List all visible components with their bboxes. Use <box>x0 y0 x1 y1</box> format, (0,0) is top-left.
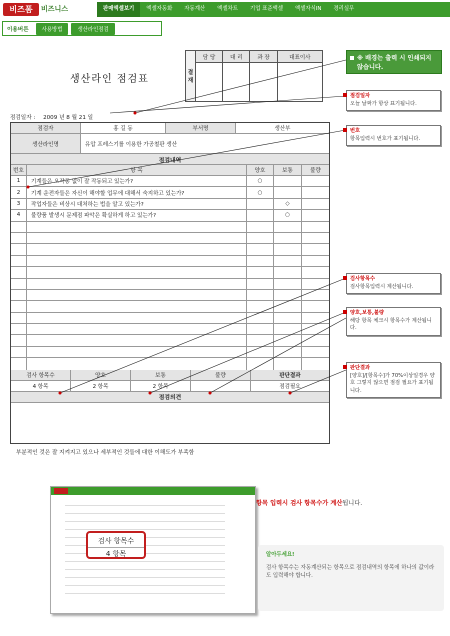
nav-item-excel-automation[interactable]: 엑셀자동화 <box>146 6 173 12</box>
col-normal-header: 보통 <box>274 165 302 175</box>
nav-item-excel-in[interactable]: 엑셀자식IN <box>294 6 322 12</box>
table-row[interactable] <box>11 358 329 369</box>
item-bad-cell[interactable] <box>302 301 329 311</box>
item-normal-cell[interactable]: ◇ <box>274 199 302 209</box>
note-marker-icon <box>343 365 347 369</box>
table-row[interactable] <box>11 267 329 278</box>
item-good-cell[interactable]: ○ <box>247 176 274 186</box>
note-body: 검사항목입력시 계산됩니다. <box>350 283 414 290</box>
item-good-cell[interactable] <box>247 335 274 345</box>
summary-count-value: 4 항목 <box>11 381 71 391</box>
col-item-header: 항 목 <box>27 165 247 175</box>
table-row[interactable] <box>11 347 329 358</box>
table-row[interactable] <box>11 244 329 255</box>
opinion-section-header: 점검의견 <box>11 392 329 403</box>
item-good-cell[interactable] <box>247 210 274 220</box>
zoom-value: 4 항목 <box>105 550 127 558</box>
item-text-cell[interactable] <box>27 267 247 277</box>
approval-sign-ceo[interactable] <box>277 63 322 102</box>
summary-result-value: 점검필요 <box>279 383 301 390</box>
bizform-logo[interactable]: 비즈폼 <box>3 3 39 16</box>
date-value[interactable]: 2009 년 8 월 21 일 <box>43 115 94 121</box>
bottom-emphasis <box>256 500 362 507</box>
print-note-text: ※ 배경는 출력 시 인쇄되지 않습니다. <box>357 55 432 71</box>
item-normal-cell[interactable] <box>274 290 302 300</box>
item-no-cell[interactable]: 3 <box>11 199 27 209</box>
table-row[interactable] <box>11 335 329 346</box>
item-no-cell[interactable] <box>11 335 27 345</box>
how-to-use-button[interactable]: 사용방법 <box>36 23 69 35</box>
table-row[interactable] <box>11 324 329 335</box>
item-good-cell[interactable] <box>247 199 274 209</box>
note-body: 항목입력시 번호가 표기됩니다. <box>350 135 421 142</box>
item-normal-cell[interactable] <box>274 244 302 254</box>
note-inspection-date <box>346 90 441 111</box>
bottom-emph-text: 항목 입력시 검사 항목수가 계산 <box>256 500 343 507</box>
item-good-cell[interactable] <box>247 347 274 357</box>
opinion-text[interactable]: 부분적인 것은 잘 지켜지고 있으나 세부적인 것들에 대한 이해도가 부족함 <box>16 450 195 456</box>
item-normal-cell[interactable] <box>274 267 302 277</box>
item-text-cell[interactable]: 기계 운전자들은 자신이 해야할 업무에 대해서 숙지하고 있는가? <box>27 187 247 197</box>
zoom-item-count <box>86 531 146 559</box>
item-text-cell[interactable]: 기계들은 오작동 없이 잘 작동되고 있는가? <box>27 176 247 186</box>
nav-item-excel-chart[interactable]: 엑셀차트 <box>217 6 238 12</box>
item-bad-cell[interactable] <box>302 176 329 186</box>
approval-sign-staff[interactable] <box>196 63 223 102</box>
summary-bad-value <box>191 381 251 391</box>
print-note-callout <box>346 50 442 74</box>
note-bullet-icon <box>350 56 354 60</box>
item-normal-cell[interactable] <box>274 233 302 243</box>
item-good-cell[interactable] <box>247 279 274 289</box>
item-normal-cell[interactable] <box>274 358 302 369</box>
item-good-cell[interactable] <box>247 290 274 300</box>
summary-normal-header: 보통 <box>131 370 191 380</box>
approval-header-staff: 담 당 <box>196 51 223 63</box>
item-bad-cell[interactable] <box>302 313 329 323</box>
item-bad-cell[interactable] <box>302 256 329 266</box>
summary-result-header: 판단결과 <box>251 370 329 380</box>
note-title: 판단결과 <box>350 365 371 371</box>
item-no-cell[interactable] <box>11 347 27 357</box>
summary-good-value: 2 항목 <box>71 381 131 391</box>
approval-box <box>185 50 323 102</box>
item-good-cell[interactable] <box>247 233 274 243</box>
approval-sign-assistant-manager[interactable] <box>223 63 250 102</box>
item-bad-cell[interactable] <box>302 335 329 345</box>
item-no-cell[interactable]: 1 <box>11 176 27 186</box>
approval-header-ceo: 대표이사 <box>277 51 322 63</box>
approval-header-manager: 과 장 <box>250 51 277 63</box>
note-title: 검사항목수 <box>350 276 376 282</box>
tip-box <box>258 545 444 611</box>
item-no-cell[interactable] <box>11 267 27 277</box>
note-marker-icon <box>343 128 347 132</box>
action-bar <box>2 21 162 36</box>
table-row[interactable] <box>11 279 329 290</box>
tip-title: 알아두세요! <box>266 552 295 558</box>
item-bad-cell[interactable] <box>302 347 329 357</box>
item-good-cell[interactable] <box>247 267 274 277</box>
note-title: 양호,보통,불량 <box>350 310 385 316</box>
item-normal-cell[interactable] <box>274 256 302 266</box>
summary-count-header: 검사 항목수 <box>11 370 71 380</box>
summary-good-header: 양호 <box>71 370 131 380</box>
item-text-cell[interactable] <box>27 290 247 300</box>
note-marker-icon <box>343 310 347 314</box>
table-row[interactable] <box>11 301 329 312</box>
document-title: 생산라인 점검표 <box>70 74 149 85</box>
inspection-date <box>10 113 93 121</box>
item-good-cell[interactable] <box>247 301 274 311</box>
item-no-cell[interactable] <box>11 290 27 300</box>
inspector-field[interactable]: 홍 길 동 <box>81 123 166 133</box>
item-bad-cell[interactable] <box>302 267 329 277</box>
item-bad-cell[interactable] <box>302 222 329 232</box>
table-row[interactable] <box>11 256 329 267</box>
item-normal-cell[interactable] <box>274 347 302 357</box>
item-no-cell[interactable] <box>11 256 27 266</box>
item-normal-cell[interactable] <box>274 222 302 232</box>
line-name-field[interactable]: 유압 프레스기를 이용한 가공철판 생산 <box>85 141 178 148</box>
item-good-cell[interactable] <box>247 256 274 266</box>
items-section-header: 점검내역 <box>11 154 329 165</box>
item-text-cell[interactable]: 불량품 발생시 문제점 파악은 확실하게 하고 있는가? <box>27 210 247 220</box>
item-text-cell[interactable] <box>27 256 247 266</box>
col-bad-header: 불량 <box>302 165 329 175</box>
item-bad-cell[interactable] <box>302 244 329 254</box>
item-normal-cell[interactable] <box>274 279 302 289</box>
table-row[interactable] <box>11 210 329 221</box>
item-good-cell[interactable]: ○ <box>247 187 274 197</box>
dept-field[interactable]: 생산부 <box>274 126 291 132</box>
item-normal-cell[interactable] <box>274 335 302 345</box>
inspection-form <box>10 122 330 444</box>
item-no-cell[interactable]: 2 <box>11 187 27 197</box>
item-text-cell[interactable] <box>27 324 247 334</box>
item-normal-cell[interactable] <box>274 301 302 311</box>
opinion-field[interactable] <box>11 403 329 443</box>
item-normal-cell[interactable] <box>274 176 302 186</box>
item-normal-cell[interactable] <box>274 313 302 323</box>
dept-label: 부서명 <box>166 123 236 133</box>
item-bad-cell[interactable] <box>302 324 329 334</box>
main-nav <box>97 2 450 17</box>
item-text-cell[interactable] <box>27 279 247 289</box>
note-rating-counts <box>346 307 441 336</box>
item-bad-cell[interactable] <box>302 187 329 197</box>
note-marker-icon <box>343 276 347 280</box>
nav-item-sales-excel[interactable]: 판매액셀보기 <box>97 2 140 17</box>
example-nav-bar <box>51 487 255 495</box>
note-number <box>346 125 441 146</box>
item-no-cell[interactable] <box>11 313 27 323</box>
item-no-cell[interactable] <box>11 233 27 243</box>
nav-item-standard-excel[interactable]: 기업 표준액셀 <box>249 6 283 12</box>
item-text-cell[interactable] <box>27 347 247 357</box>
date-label: 점검일자 : <box>10 115 36 121</box>
bottom-explanation <box>256 498 446 507</box>
inspector-label: 점검자 <box>11 123 81 133</box>
item-normal-cell[interactable]: ○ <box>274 210 302 220</box>
business-logo[interactable]: 비즈니스 <box>41 5 69 13</box>
item-text-cell[interactable]: 작업자들은 비상시 대처하는 법을 알고 있는가? <box>27 199 247 209</box>
table-row[interactable] <box>11 199 329 210</box>
item-no-cell[interactable] <box>11 301 27 311</box>
item-text-cell[interactable] <box>27 301 247 311</box>
item-bad-cell[interactable] <box>302 358 329 369</box>
item-good-cell[interactable] <box>247 358 274 369</box>
note-title: 점검일자 <box>350 93 371 99</box>
table-row[interactable] <box>11 290 329 301</box>
item-bad-cell[interactable] <box>302 199 329 209</box>
nav-item-auto-calc[interactable]: 자동계산 <box>184 6 206 12</box>
item-bad-cell[interactable] <box>302 233 329 243</box>
item-good-cell[interactable] <box>247 313 274 323</box>
item-bad-cell[interactable] <box>302 210 329 220</box>
approval-header-assistant-manager: 대 리 <box>223 51 250 63</box>
item-text-cell[interactable] <box>27 313 247 323</box>
bottom-emph-tail: 됩니다. <box>342 500 363 507</box>
note-body: [양호]/[항목수]가 70%이상일경우 양호 그렇지 않으면 점검 필요가 표기됩니다. <box>350 372 435 394</box>
line-inspection-button[interactable]: 생산라인점검 <box>71 23 114 35</box>
line-name-label: 생산라인명 <box>11 134 81 153</box>
item-no-cell[interactable] <box>11 279 27 289</box>
item-good-cell[interactable] <box>247 324 274 334</box>
item-bad-cell[interactable] <box>302 279 329 289</box>
item-text-cell[interactable] <box>27 244 247 254</box>
table-row[interactable] <box>11 176 329 187</box>
item-text-cell[interactable] <box>27 233 247 243</box>
nav-item-accounting[interactable]: 경리실무 <box>333 6 355 12</box>
table-row[interactable] <box>11 313 329 324</box>
item-normal-cell[interactable] <box>274 324 302 334</box>
item-no-cell[interactable]: 4 <box>11 210 27 220</box>
table-row[interactable] <box>11 233 329 244</box>
approval-sign-manager[interactable] <box>250 63 277 102</box>
tip-body: 검사 항목수는 자동계산되는 항목으로 점검내역의 항목에 하나의 값이라도 입력해야 합니다. <box>266 565 435 579</box>
approval-side-label: 결재 <box>186 51 196 102</box>
item-good-cell[interactable] <box>247 222 274 232</box>
item-no-cell[interactable] <box>11 222 27 232</box>
top-bar <box>0 0 450 19</box>
item-text-cell[interactable] <box>27 222 247 232</box>
item-no-cell[interactable] <box>11 358 27 369</box>
summary-bad-header: 불량 <box>191 370 251 380</box>
action-bar-label: 이용버튼 <box>7 26 29 33</box>
item-bad-cell[interactable] <box>302 290 329 300</box>
col-good-header: 양호 <box>247 165 274 175</box>
note-body: 오늘 날짜가 항상 표기됩니다. <box>350 100 417 107</box>
note-judgment <box>346 362 441 398</box>
item-good-cell[interactable] <box>247 244 274 254</box>
item-normal-cell[interactable] <box>274 187 302 197</box>
item-text-cell[interactable] <box>27 358 247 369</box>
zoom-label: 검사 항목수 <box>88 535 144 548</box>
col-no-header: 번호 <box>11 165 27 175</box>
table-row[interactable] <box>11 222 329 233</box>
example-logo <box>54 488 68 494</box>
note-marker-icon <box>343 93 347 97</box>
note-title: 번호 <box>350 128 361 134</box>
note-body: 해당 항목 체크시 항목수가 계산됩니다. <box>350 317 432 331</box>
item-text-cell[interactable] <box>27 335 247 345</box>
item-no-cell[interactable] <box>11 244 27 254</box>
note-item-count <box>346 273 441 294</box>
item-no-cell[interactable] <box>11 324 27 334</box>
table-row[interactable] <box>11 187 329 198</box>
summary-normal-value: 2 항목 <box>131 381 191 391</box>
example-screenshot <box>50 486 256 614</box>
